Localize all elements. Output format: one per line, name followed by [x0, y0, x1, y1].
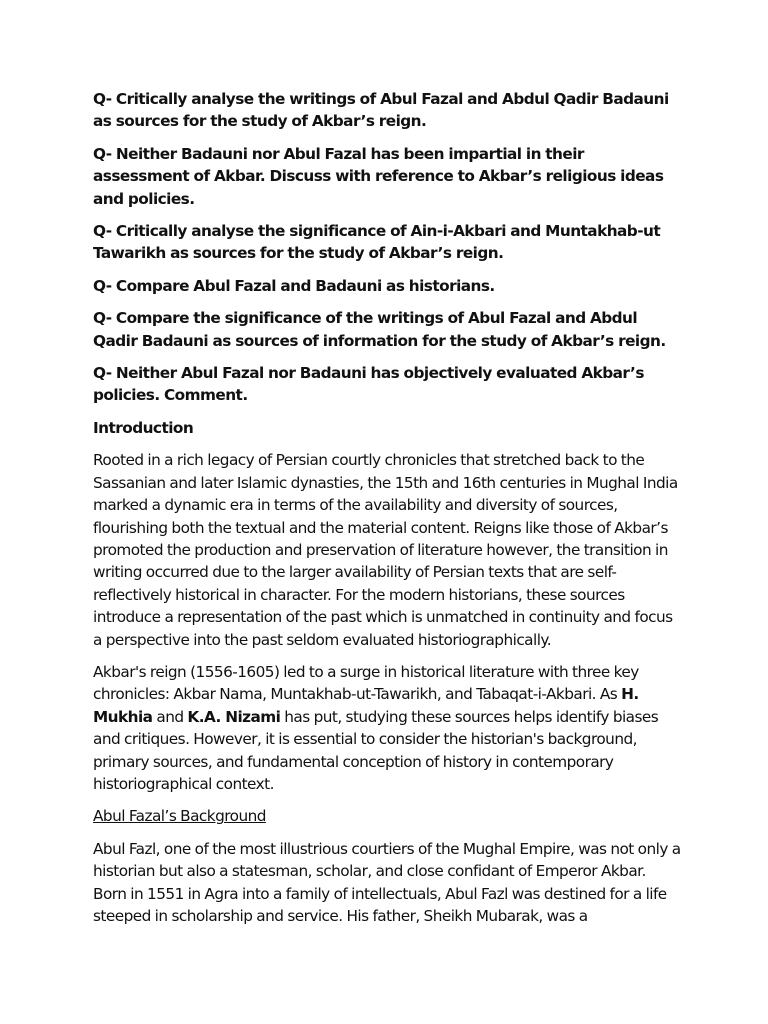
- question-1: Q- Critically analyse the writings of Abul Fazal and Abdul Qadir Badauni as sources for the study of Akbar’s reign.: [93, 90, 669, 131]
- question-2: Q- Neither Badauni nor Abul Fazal has been impartial in their assessment of Akbar. Discuss with reference to Akbar’s religious ideas and policies.: [93, 144, 664, 208]
- abul-fazal-background-paragraph: Abul Fazl, one of the most illustrious courtiers of the Mughal Empire, was not only a historian but also a statesman, scholar, and close confidant of Emperor Akbar. Born in 1551 in Agra into a family of intellectuals, Abul Fazl was destined for a life steeped in scholarship and service. His father, Sheikh Mubarak, was a: [93, 839, 681, 925]
- introduction-paragraph-1: Rooted in a rich legacy of Persian courtly chronicles that stretched back to the Sassanian and later Islamic dynasties, the 15th and 16th centuries in Mughal India marked a dynamic era in terms of the availability and diversity of sources, flourishing both the textual and the material content. Reigns like those of Akbar’s promoted the production and preservation of literature however, the transition in writing occurred due to the larger availability of Persian texts that are self-reflectively historical in character. For the modern historians, these sources introduce a representation of the past which is unmatched in continuity and focus a perspective into the past seldom evaluated historiographically.: [93, 451, 678, 649]
- para2-text-c: has put, studying these sources helps identify biases and critiques. However, it is essential to consider the historian's background, primary sources, and fundamental conception of history in contemporary historiographical context.: [93, 707, 659, 793]
- question-5: Q- Compare the significance of the writings of Abul Fazal and Abdul Qadir Badauni as sources of information for the study of Akbar’s reign.: [93, 309, 666, 350]
- para2-text-b: and: [152, 707, 188, 726]
- question-3: Q- Critically analyse the significance of Ain-i-Akbari and Muntakhab-ut Tawarikh as sources for the study of Akbar’s reign.: [93, 222, 661, 263]
- question-6: Q- Neither Abul Fazal nor Badauni has objectively evaluated Akbar’s policies. Comment.: [93, 364, 644, 405]
- historian-name-nizami: K.A. Nizami: [187, 707, 281, 726]
- document-page: [93, 88, 683, 937]
- section-heading-abul-fazal-background: Abul Fazal’s Background: [93, 807, 266, 826]
- introduction-paragraph-2: [93, 661, 683, 795]
- historian-name-mukhia: H. Mukhia: [93, 685, 639, 726]
- para2-text-a: Akbar's reign (1556-1605) led to a surge in historical literature with three key chronicles: Akbar Nama, Muntakhab-ut-Tawarikh, and Tabaqat-i-Akbari. As: [93, 662, 639, 704]
- question-4: Q- Compare Abul Fazal and Badauni as historians.: [93, 276, 495, 295]
- introduction-heading: Introduction: [93, 418, 194, 437]
